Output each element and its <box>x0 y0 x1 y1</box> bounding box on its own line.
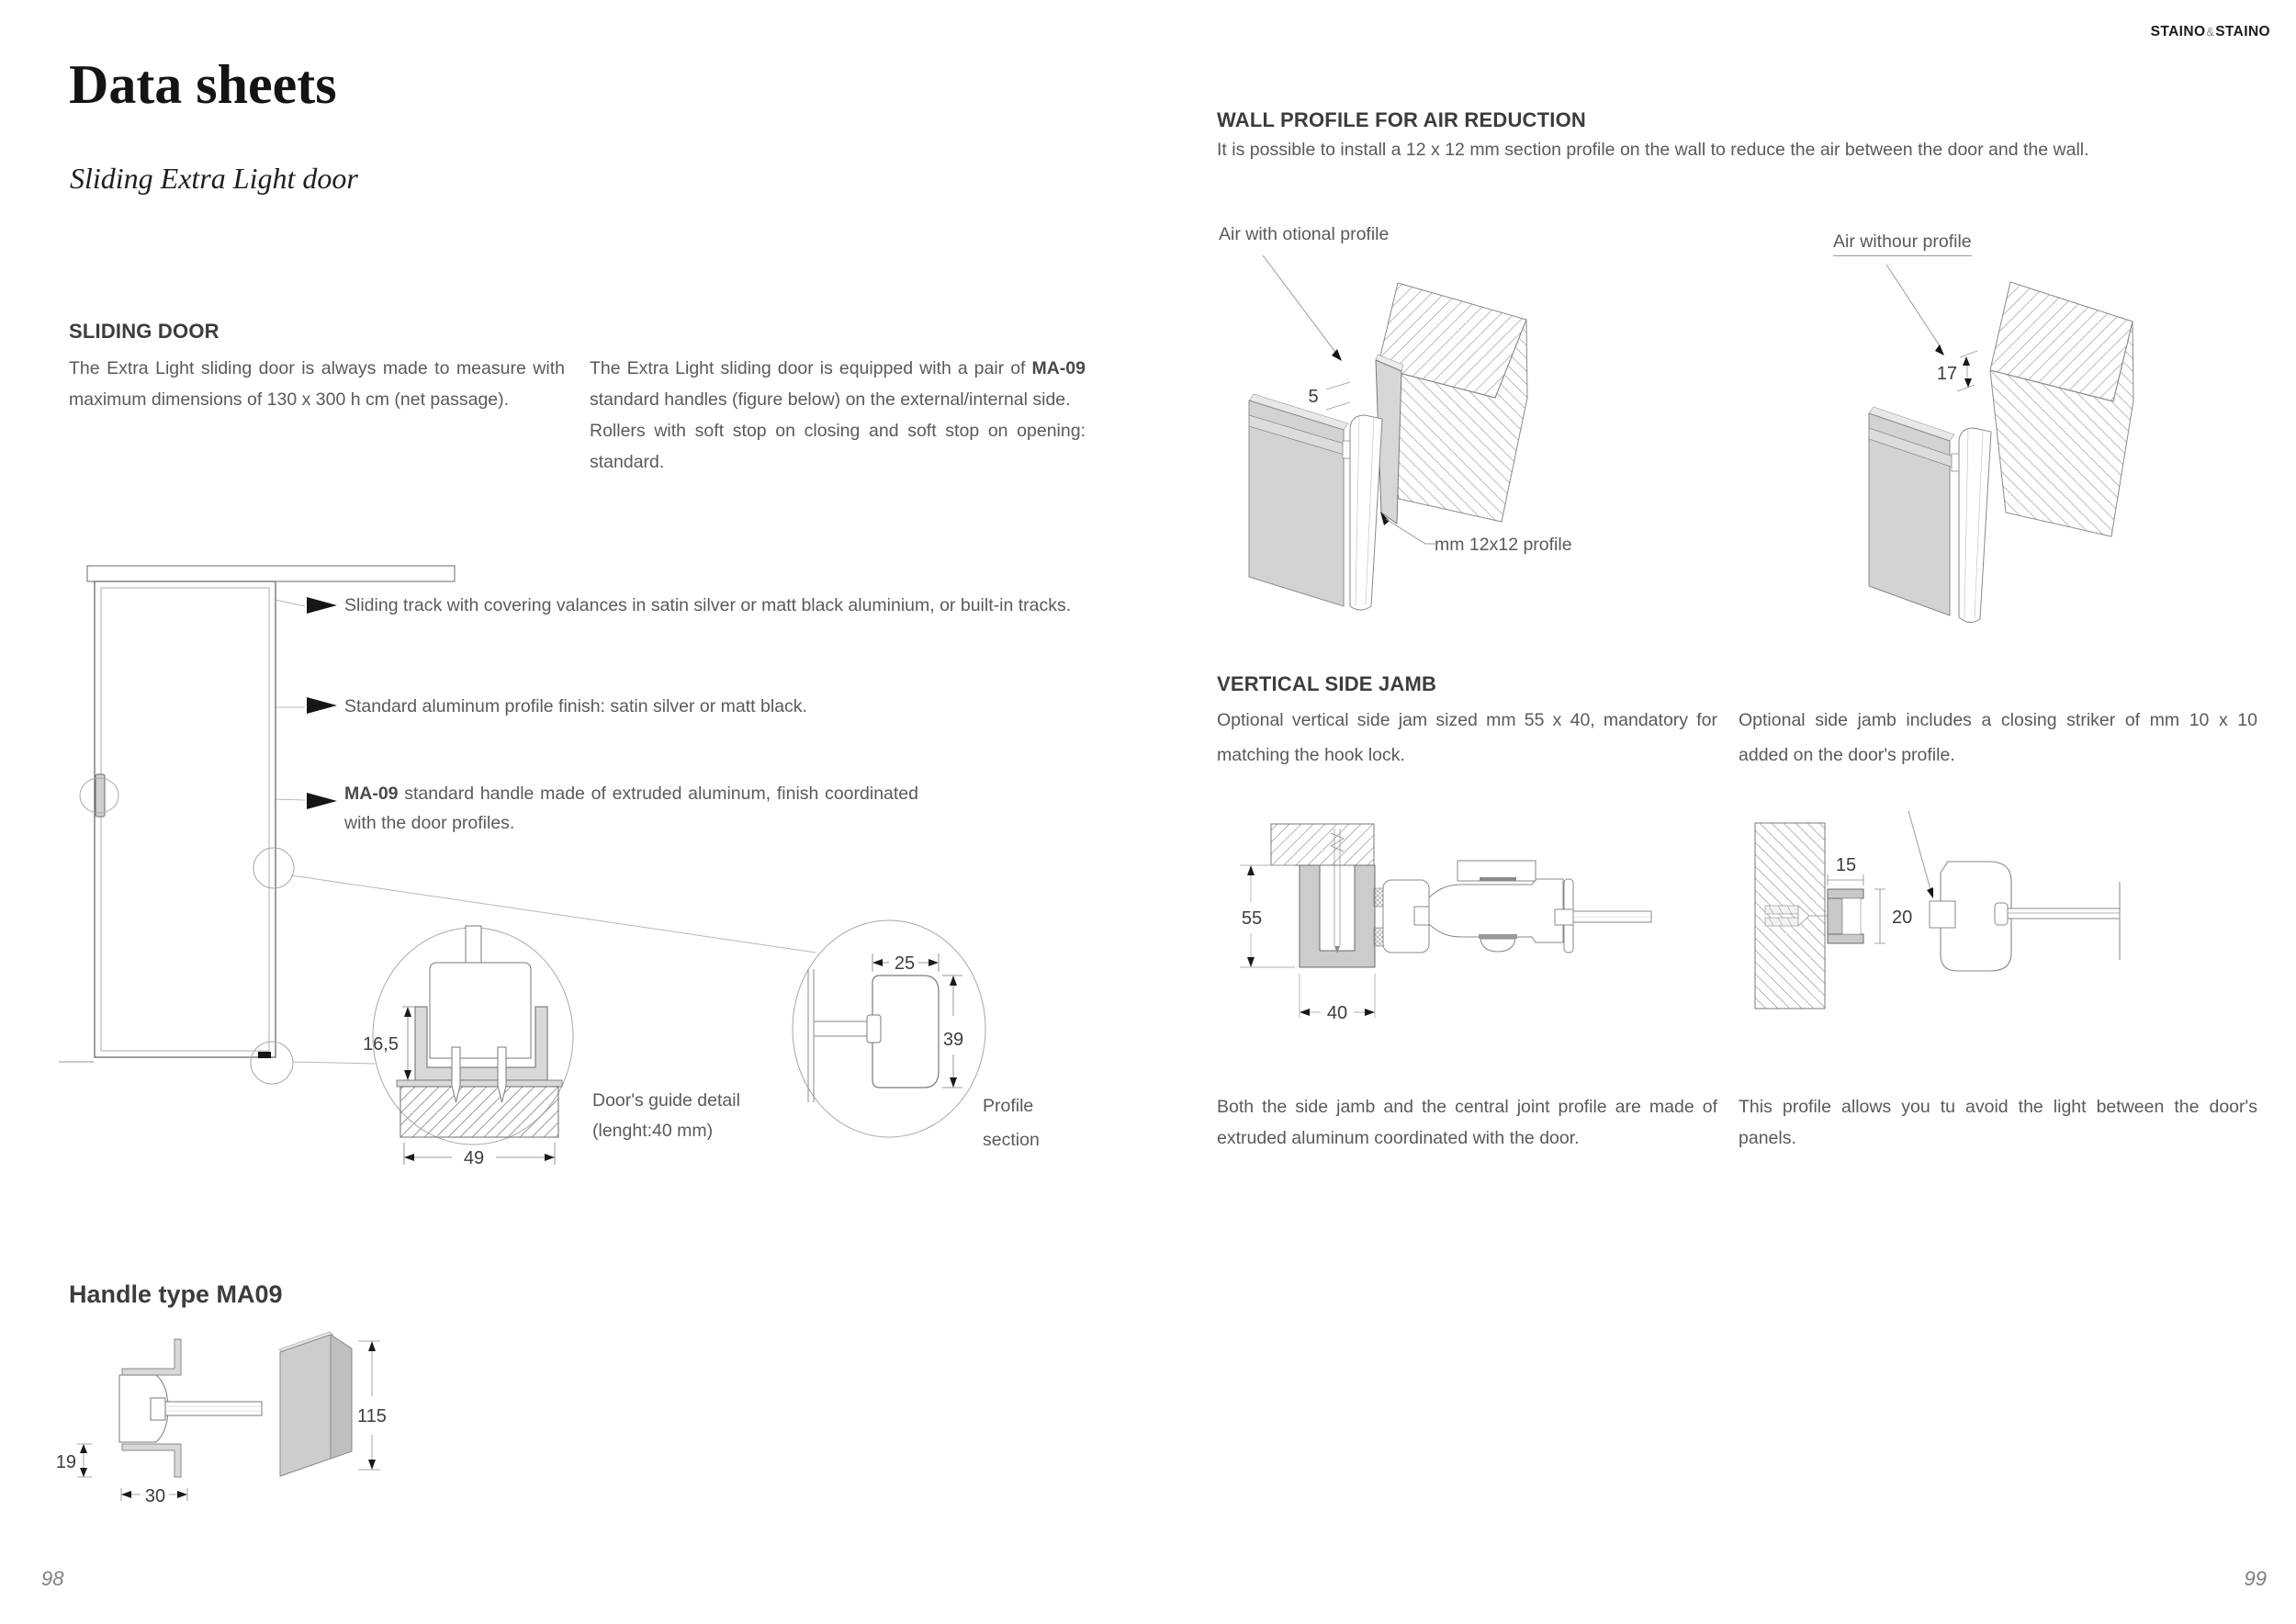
handle-code: MA-09 <box>1031 358 1086 378</box>
page-title: Data sheets <box>69 54 337 115</box>
leader-arrow <box>1935 344 1944 355</box>
rod-connector <box>1555 909 1573 925</box>
paragraph <box>590 353 1086 415</box>
callout-profile-finish: Standard aluminum profile finish: satin silver or matt black. <box>344 696 807 716</box>
leader-line <box>1263 255 1337 355</box>
dim-arrow <box>1247 957 1255 967</box>
striker-flange <box>1828 889 1863 898</box>
dim-arrow <box>1300 1009 1310 1016</box>
rod <box>2008 908 2120 919</box>
roller-body <box>430 963 531 1058</box>
brand-logo <box>2059 24 2270 40</box>
wall-profile-body: It is possible to install a 12 x 12 mm section profile on the wall to reduce the air between the door and the wall. <box>1217 140 2089 160</box>
dim-text: 30 <box>144 1486 166 1506</box>
dim-arrow <box>1963 356 1970 366</box>
hook-lock-mechanism <box>1374 861 1651 953</box>
handle-drawing <box>55 1323 459 1543</box>
leader-arrow <box>1332 349 1342 361</box>
brand-ampersand: & <box>2206 26 2215 39</box>
text-run: standard handles (figure below) on the external/internal side. <box>590 389 1071 410</box>
floor-guide-mark <box>258 1052 271 1058</box>
page-number-right: 99 <box>2244 1567 2267 1590</box>
knurled-nut <box>1374 888 1383 907</box>
door-guide-detail <box>363 926 573 1168</box>
guide-stem <box>466 926 481 964</box>
dim-text: 20 <box>1892 908 1913 928</box>
rod-connector <box>151 1398 165 1420</box>
profile-section-label <box>983 1089 1040 1157</box>
dim-text: 15 <box>1835 855 1857 875</box>
sliding-door-paragraph-2 <box>590 353 1086 478</box>
label-line: (lenght:40 mm) <box>592 1121 714 1141</box>
dim-text: 25 <box>894 953 916 974</box>
page-number-left: 98 <box>41 1567 64 1590</box>
label-line: Profile <box>983 1096 1034 1116</box>
text-run: standard handle made of extruded aluminum, finish coordinated with the door profiles. <box>344 784 918 833</box>
dim-lines <box>1874 889 1885 943</box>
door-leaf <box>95 581 276 1057</box>
dim-arrow <box>368 1460 376 1470</box>
dim-text: 39 <box>942 1030 964 1050</box>
wall-profile-right-drawing <box>1828 220 2259 625</box>
lower-angle <box>122 1444 181 1477</box>
sliding-door-paragraph-1: The Extra Light sliding door is always made to measure with maximum dimensions of 130 x 300 h cm (net passage). <box>69 358 565 410</box>
dim-arrow <box>1247 865 1255 875</box>
profile-12x12-label: mm 12x12 profile <box>1435 535 1572 555</box>
rod <box>165 1402 262 1415</box>
brand-word: STAINO <box>2150 24 2206 39</box>
side-jamb-col1: Optional vertical side jam sized mm 55 x 40, mandatory for matching the hook lock. <box>1217 710 1717 765</box>
striker-back <box>1828 898 1842 934</box>
handle3d-face <box>280 1335 331 1476</box>
door-front-edge <box>1350 415 1382 610</box>
dim-text: 55 <box>1241 908 1263 929</box>
dim-arrow <box>1365 1009 1375 1016</box>
lock-arm <box>1429 879 1563 942</box>
label-line: Door's guide detail <box>592 1090 740 1111</box>
dim-text: 19 <box>55 1452 76 1472</box>
section-heading-sliding-door: SLIDING DOOR <box>69 320 219 343</box>
leader-line <box>1886 265 1941 347</box>
section-heading-side-jamb: VERTICAL SIDE JAMB <box>1217 672 1437 695</box>
knurled-nut <box>1374 928 1383 946</box>
top-plate-seal <box>1480 877 1516 881</box>
leader-line <box>1386 519 1438 544</box>
striker-tab-10x10 <box>1930 901 1955 928</box>
base-hatched <box>400 1087 558 1137</box>
guide-detail-label <box>592 1086 740 1146</box>
bottom-plate-seal <box>1479 934 1517 939</box>
dim-text: 49 <box>463 1148 485 1168</box>
profile-shape <box>872 976 939 1088</box>
door-elevation-drawing <box>55 551 1111 1194</box>
paragraph: Rollers with soft stop on closing and soft stop on opening: standard. <box>590 421 1086 472</box>
bottom-tongue <box>1480 939 1515 952</box>
section-heading-wall-profile: WALL PROFILE FOR AIR REDUCTION <box>1217 108 1586 131</box>
dim-arrow <box>368 1341 376 1351</box>
air-without-profile-label: Air withour profile <box>1833 231 1972 256</box>
side-jamb-right-drawing <box>1745 808 2259 1029</box>
side-jamb-footnote-1: Both the side jamb and the central joint profile are made of extruded aluminum coordinated with the door. <box>1217 1097 1717 1148</box>
dim-arrow <box>80 1444 87 1453</box>
door-handle <box>96 774 105 817</box>
side-jamb-left-drawing <box>1221 808 1681 1029</box>
t-bracket <box>867 1015 881 1043</box>
dim-lines <box>1828 874 1863 885</box>
brand-word: STAINO <box>2215 24 2270 39</box>
leader-line <box>1908 811 1931 893</box>
door-front-edge <box>1959 428 1991 623</box>
dim-text: 5 <box>1308 387 1319 407</box>
striker-flange <box>1828 934 1863 943</box>
striker-cavity <box>1842 898 1861 934</box>
rod-bracket <box>1995 903 2008 925</box>
leader-arrow <box>1927 887 1933 898</box>
handle3d-flange <box>331 1335 352 1459</box>
gap-dim-ticks <box>1326 382 1350 410</box>
upper-angle <box>122 1339 181 1375</box>
dim-text: 17 <box>1936 364 1958 384</box>
air-with-profile-label: Air with otional profile <box>1219 224 1390 244</box>
wall-hatched <box>1271 824 1374 865</box>
dim-arrow <box>121 1491 131 1498</box>
profile-section-detail <box>793 920 985 1137</box>
handle-heading: Handle type MA09 <box>69 1280 283 1308</box>
closing-striker <box>1828 889 1863 943</box>
dim-text: 40 <box>1326 1003 1348 1023</box>
text-run: The Extra Light sliding door is equipped with a pair of <box>590 358 1032 378</box>
channel-liner <box>397 1080 562 1087</box>
label-line: section <box>983 1130 1040 1150</box>
dim-arrow <box>404 1154 414 1161</box>
wall-profile-left-drawing <box>1221 220 1607 625</box>
side-jamb-footnote-2: This profile allows you tu avoid the light between the door's panels. <box>1739 1097 2257 1148</box>
dim-text: 16,5 <box>363 1034 399 1054</box>
handle-code: MA-09 <box>344 784 399 804</box>
callout-sliding-track: Sliding track with covering valances in satin silver or matt black aluminium, or built-in tracks. <box>344 595 1072 615</box>
dim-text: 115 <box>357 1406 387 1427</box>
side-jamb-col2: Optional side jamb includes a closing striker of mm 10 x 10 added on the door's profile. <box>1739 710 2257 765</box>
page-subtitle: Sliding Extra Light door <box>70 162 358 195</box>
dim-lines <box>358 1341 380 1470</box>
dim-arrow <box>177 1491 187 1498</box>
dim-arrow <box>80 1468 87 1477</box>
sliding-track <box>87 566 455 581</box>
dim-arrow <box>545 1154 555 1161</box>
